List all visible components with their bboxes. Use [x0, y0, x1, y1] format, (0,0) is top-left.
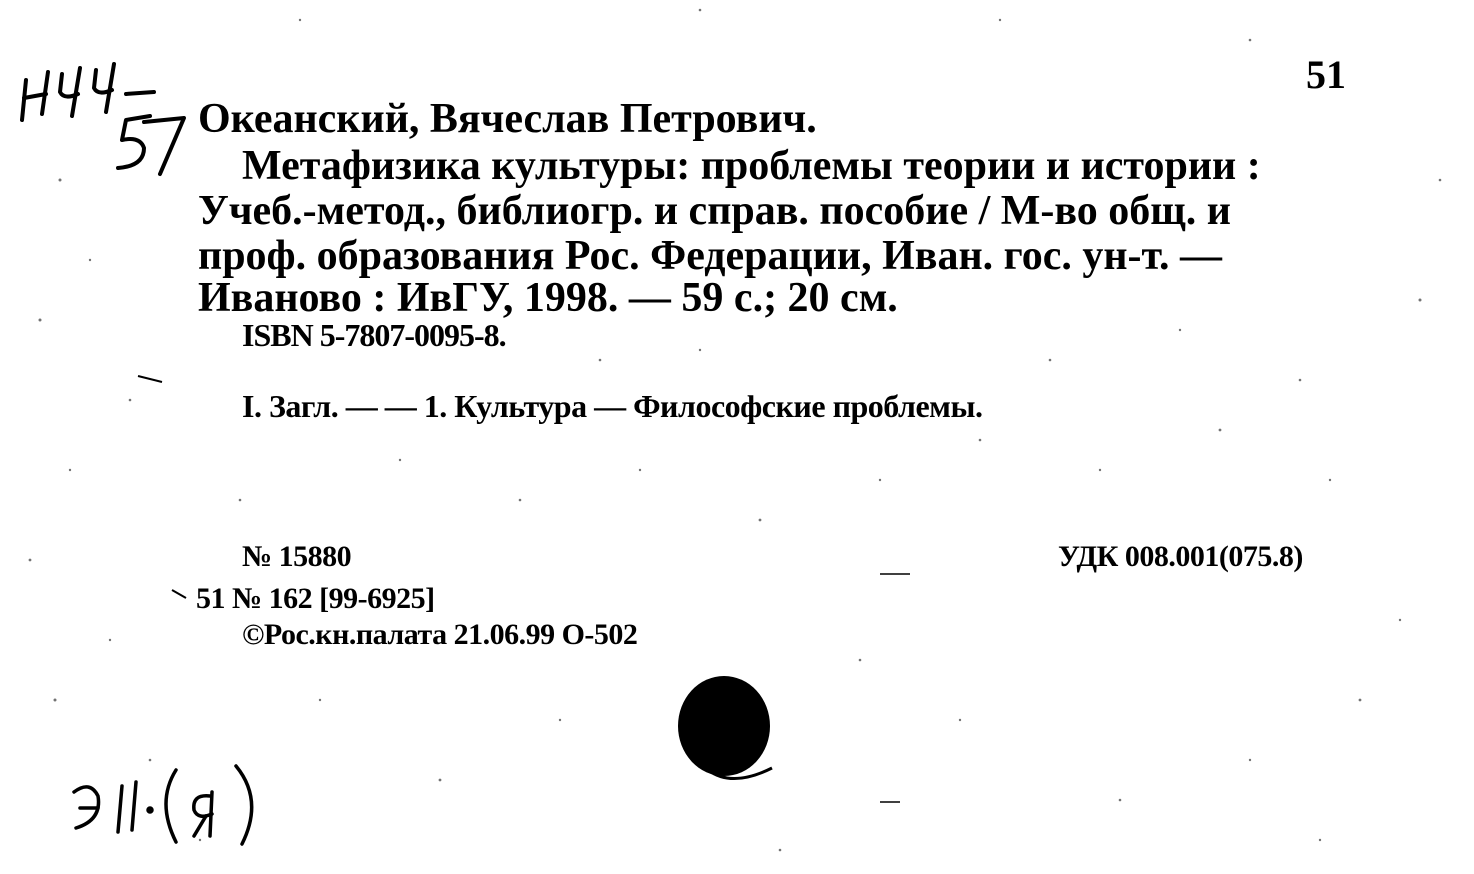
record-number: № 15880: [242, 540, 352, 573]
title-line-1: Метафизика культуры: проблемы теории и истории :: [242, 143, 1261, 189]
order-line: 51 № 162 [99-6925]: [196, 582, 435, 615]
chamber-line: ©Рос.кн.палата 21.06.99 О-502: [242, 618, 638, 651]
title-line-3: проф. образования Рос. Федерации, Иван. гос. ун-т. —: [198, 233, 1222, 279]
tracings-line: I. Загл. — — 1. Культура — Философские проблемы.: [242, 388, 983, 424]
title-line-2: Учеб.-метод., библиогр. и справ. пособие / М-во общ. и: [198, 188, 1231, 234]
isbn-line: ISBN 5-7807-0095-8.: [242, 317, 506, 353]
title-line-4: Иваново : ИвГУ, 1998. — 59 с.; 20 см.: [198, 275, 898, 321]
author-heading: Океанский, Вячеслав Петрович.: [198, 96, 817, 142]
handwritten-shelf-mark: [14, 50, 194, 180]
punch-hole: [672, 670, 792, 800]
udc-code: УДК 008.001(075.8): [1058, 540, 1303, 573]
handwritten-mark-bottom: [60, 752, 290, 852]
page-number: 51: [1306, 52, 1346, 97]
